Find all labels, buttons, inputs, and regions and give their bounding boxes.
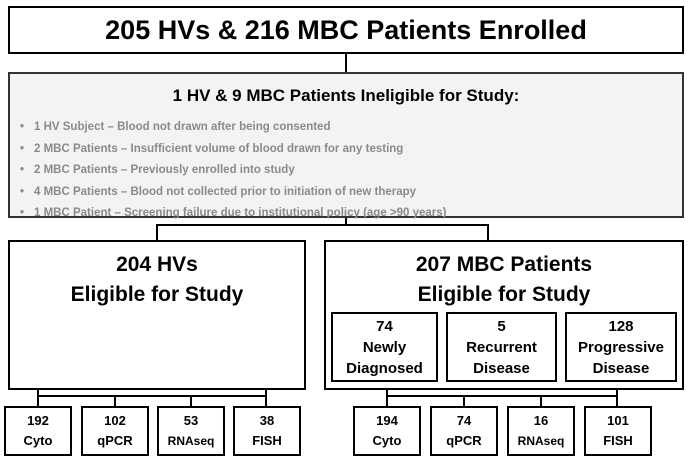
hv-fish-box: 38 FISH xyxy=(233,406,301,456)
enrolled-title: 205 HVs & 216 MBC Patients Enrolled xyxy=(105,14,587,45)
ineligible-item: • 2 MBC Patients – Previously enrolled into study xyxy=(20,164,295,176)
connector-hv-tests xyxy=(190,395,192,406)
mbc-cyto-box: 194 Cyto xyxy=(353,406,421,456)
connector-hv-tests-bar xyxy=(37,395,267,397)
ineligible-list xyxy=(20,117,447,225)
hv-rnaseq-box: 53 RNAseq xyxy=(157,406,225,456)
hv-eligible-label: Eligible for Study xyxy=(70,283,244,306)
connector-hv-tests xyxy=(265,390,267,406)
hv-cyto-box: 192 Cyto xyxy=(4,406,72,456)
ineligible-item: • 1 HV Subject – Blood not drawn after being consented xyxy=(20,121,331,133)
hv-qpcr-box: 102 qPCR xyxy=(81,406,149,456)
connector-hv-tests xyxy=(37,390,39,406)
ineligible-box xyxy=(8,72,684,218)
enrolled-box xyxy=(8,6,684,54)
mbc-qpcr-box: 74 qPCR xyxy=(430,406,498,456)
ineligible-title: 1 HV & 9 MBC Patients Ineligible for Study: xyxy=(172,86,520,105)
connector-top-to-ineligible xyxy=(345,54,347,72)
recurrent-disease-box: 5 Recurrent Disease xyxy=(446,312,557,382)
ineligible-item: • 2 MBC Patients – Insufficient volume of blood drawn for any testing xyxy=(20,142,404,155)
hv-eligible-count: 204 HVs xyxy=(116,253,198,276)
connector-mbc-tests xyxy=(463,395,465,406)
connector-to-mbc xyxy=(487,224,489,240)
ineligible-item: • 4 MBC Patients – Blood not collected prior to initiation of new therapy xyxy=(20,185,417,198)
connector-mbc-tests xyxy=(540,395,542,406)
connector-mbc-tests-bar xyxy=(386,395,618,397)
hv-eligible-box xyxy=(8,240,306,390)
connector-hv-tests xyxy=(114,395,116,406)
connector-to-hv xyxy=(156,224,158,240)
mbc-eligible-label: Eligible for Study xyxy=(417,283,591,306)
mbc-rnaseq-box: 16 RNAseq xyxy=(507,406,575,456)
mbc-fish-box: 101 FISH xyxy=(584,406,652,456)
newly-diagnosed-box: 74 Newly Diagnosed xyxy=(331,312,438,382)
ineligible-item: • 1 MBC Patient – Screening failure due to institutional policy (age >90 years) xyxy=(20,207,447,219)
progressive-disease-box: 128 Progressive Disease xyxy=(565,312,677,382)
mbc-eligible-count: 207 MBC Patients xyxy=(415,253,593,276)
